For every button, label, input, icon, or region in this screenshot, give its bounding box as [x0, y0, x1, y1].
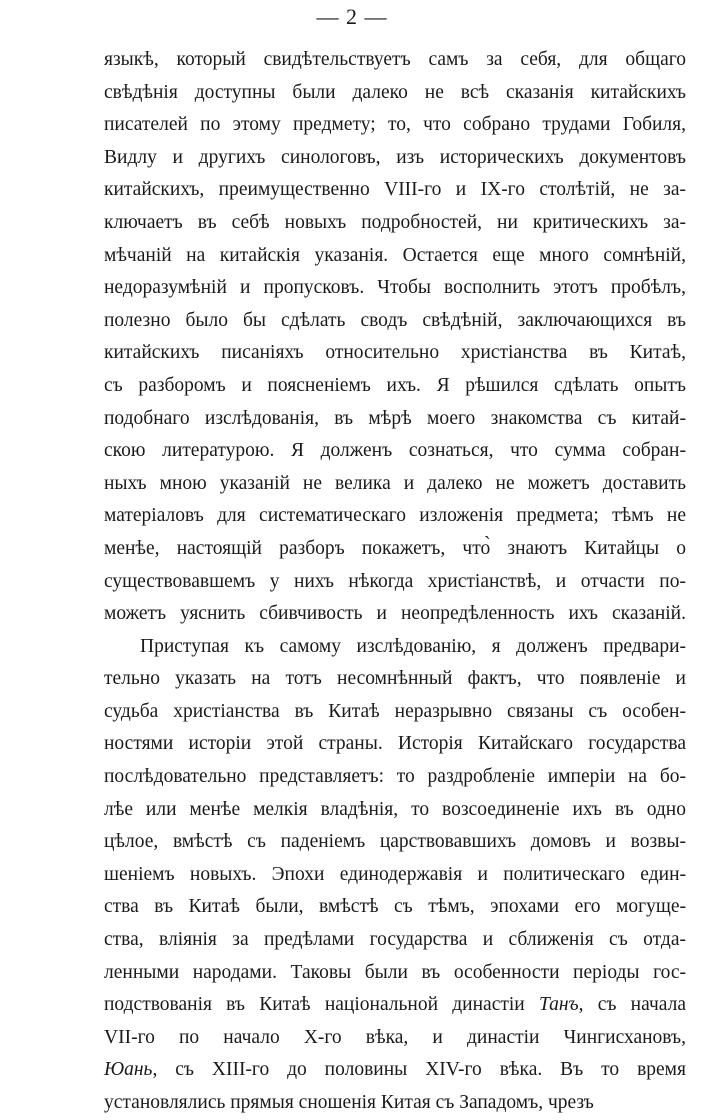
text-line: ства, вліянія за предѣлами государства и сближенія съ отда-	[104, 929, 686, 951]
text-line: писателей по этому предмету; то, что собрано трудами Гобиля,	[104, 114, 686, 136]
text-line: китайскихъ писаніяхъ относительно христіанства въ Китаѣ,	[104, 342, 686, 364]
text-line-mixed	[104, 989, 686, 1022]
text-line: мѣчаній на китайскія указанія. Остается еще много сомнѣній,	[104, 244, 686, 266]
text-line: матеріаловъ для систематическаго изложенія предмета; тѣмъ не	[104, 505, 686, 527]
text-line: судьба христіанства въ Китаѣ неразрывно связаны съ особен-	[104, 700, 686, 722]
body-text	[104, 44, 686, 1120]
text-line: свѣдѣнія доступны были далеко не всѣ сказанія китайскихъ	[104, 81, 686, 103]
text-line: Приступая къ самому изслѣдованію, я долженъ предвари-	[140, 635, 686, 657]
text-line: шеніемъ новыхъ. Эпохи единодержавія и политическаго един-	[104, 863, 686, 885]
text-line: лѣе или менѣе мелкія владѣнія, то возсоединеніе ихъ въ одно	[104, 798, 686, 820]
text-line: VII-го по начало X-го вѣка, и династіи Чингисхановъ,	[104, 1026, 686, 1048]
text-line: Видлу и другихъ синологовъ, изъ историческихъ документовъ	[104, 146, 686, 168]
text-line: можетъ уяснить сбивчивость и неопредѣленность ихъ сказаній.	[104, 603, 686, 625]
text-fragment: , съ XIII-го до половины XIV-го вѣка. Въ то время	[152, 1059, 686, 1081]
text-line: полезно было бы сдѣлать сводъ свѣдѣній, заключающихся въ	[104, 309, 686, 331]
text-line: ства въ Китаѣ были, вмѣстѣ съ тѣмъ, эпохами его могуще-	[104, 896, 686, 918]
text-line: съ разборомъ и поясненіемъ ихъ. Я рѣшился сдѣлать опытъ	[104, 374, 686, 396]
text-line: существовавшемъ у нихъ нѣкогда христіанствѣ, и отчасти по-	[104, 570, 686, 592]
text-line: ключаетъ въ себѣ новыхъ подробностей, ни критическихъ за-	[104, 211, 686, 233]
text-fragment: , съ начала	[578, 994, 686, 1016]
text-line: ностями исторіи этой страны. Исторія Китайскаго государства	[104, 733, 686, 755]
text-line: послѣдовательно представляетъ: то раздробленіе имперіи на бо-	[104, 766, 686, 788]
paragraph-1	[104, 44, 686, 631]
text-line-mixed	[104, 1054, 686, 1087]
text-line: языкѣ, который свидѣтельствуетъ самъ за себя, для общаго	[104, 49, 686, 70]
text-line: цѣлое, вмѣстѣ съ паденіемъ царствовавшихъ домовъ и возвы-	[104, 831, 686, 853]
text-fragment: подствованія въ Китаѣ національной династіи	[104, 994, 539, 1016]
text-line: скою литературою. Я долженъ сознаться, что сумма собран-	[104, 440, 686, 462]
text-line: ныхъ мною указаній не велика и далеко не можетъ доставить	[104, 472, 686, 494]
dynasty-name-yuan: Юань	[104, 1059, 153, 1081]
paragraph-2	[104, 631, 686, 1120]
text-line: менѣе, настоящій разборъ покажетъ, что̀ знаютъ Китайцы о	[104, 537, 686, 559]
text-line: недоразумѣній и пропусковъ. Чтобы восполнить этотъ пробѣлъ,	[104, 277, 686, 299]
text-line: подобнаго изслѣдованія, въ мѣрѣ моего знакомства съ китай-	[104, 407, 686, 429]
text-line: тельно указать на тотъ несомнѣнный фактъ, что появленіе и	[104, 668, 686, 690]
text-line: ленными народами. Таковы были въ особенности періоды гос-	[104, 961, 686, 983]
page-number: — 2 —	[316, 4, 388, 29]
text-line: установлялись прямыя сношенія Китая съ Западомъ, чрезъ	[104, 1092, 594, 1113]
text-line: китайскихъ, преимущественно VIII-го и IX-го столѣтій, не за-	[104, 179, 686, 201]
dynasty-name-tan: Танъ	[538, 994, 579, 1016]
